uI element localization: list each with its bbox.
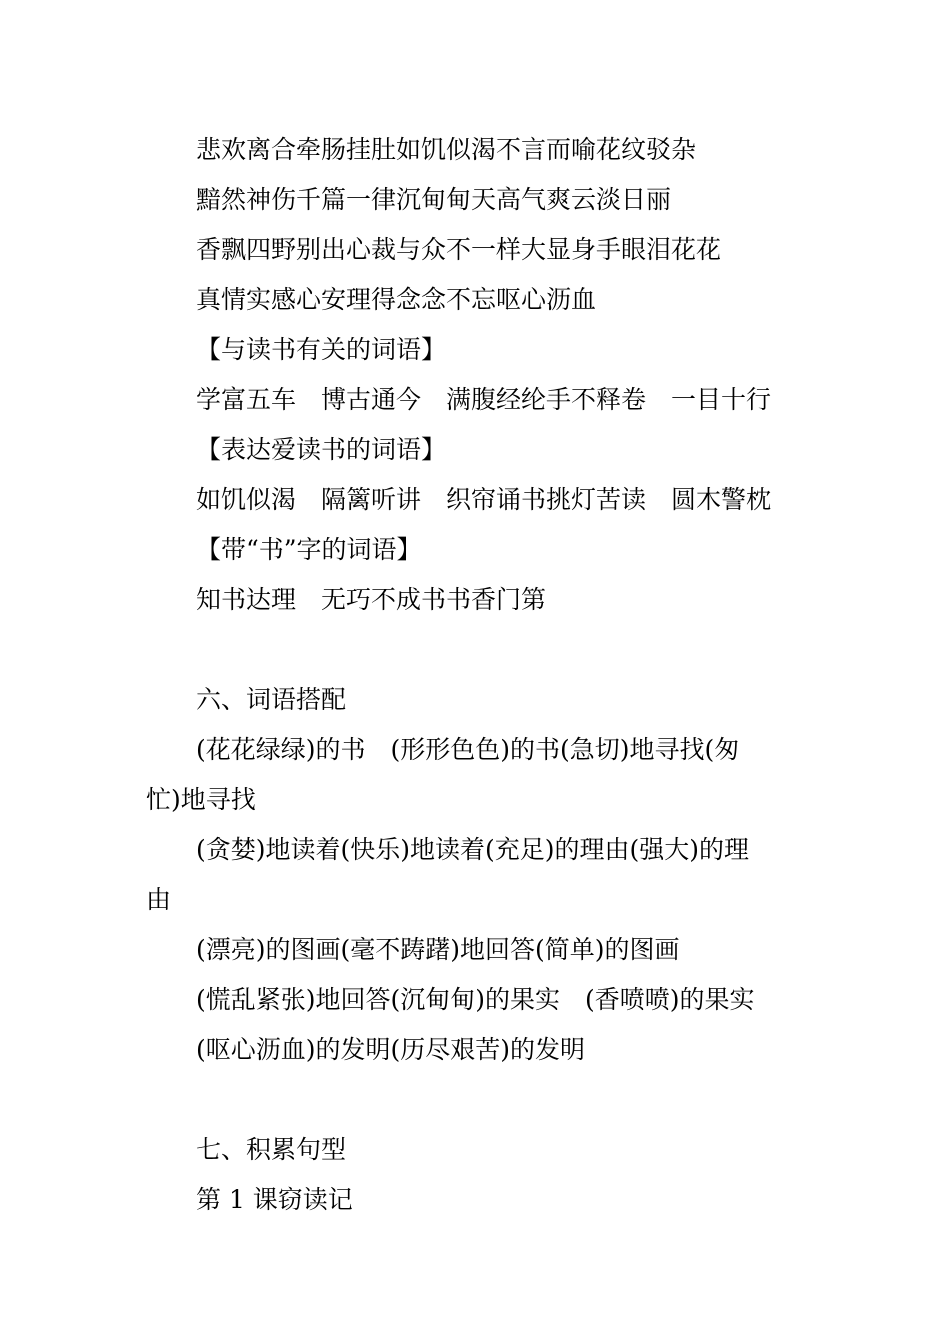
shu-words-list: 知书达理 无巧不成书书香门第 xyxy=(196,585,547,614)
reading-words-list: 学富五车 博古通今 满腹经纶手不释卷 一目十行 xyxy=(196,385,772,414)
love-reading-words-list: 如饥似渴 隔篱听讲 织帘诵书挑灯苦读 圆木警枕 xyxy=(196,485,772,514)
section-7-heading: 七、积累句型 xyxy=(196,1135,347,1164)
collocation-line-1: (花花绿绿)的书 (形形色色)的书(急切)地寻找(匆 xyxy=(196,735,740,764)
reading-words-heading: 【与读书有关的词语】 xyxy=(196,335,447,364)
collocation-line-3: (漂亮)的图画(毫不踌躇)地回答(简单)的图画 xyxy=(196,935,680,964)
idiom-line-3: 香飘四野别出心裁与众不一样大显身手眼泪花花 xyxy=(196,235,722,264)
idiom-line-4: 真情实感心安理得念念不忘呕心沥血 xyxy=(196,285,597,314)
collocation-line-5: (呕心沥血)的发明(历尽艰苦)的发明 xyxy=(196,1035,586,1064)
shu-words-heading: 【带“书”字的词语】 xyxy=(196,535,422,564)
collocation-line-1-cont: 忙)地寻找 xyxy=(146,785,256,814)
collocation-line-2: (贪婪)地读着(快乐)地读着(充足)的理由(强大)的理 xyxy=(196,835,750,864)
collocation-line-2-cont: 由 xyxy=(146,885,172,914)
section-6-heading: 六、词语搭配 xyxy=(196,685,347,714)
love-reading-words-heading: 【表达爱读书的词语】 xyxy=(196,435,447,464)
idiom-line-1: 悲欢离合牵肠挂肚如饥似渴不言而喻花纹驳杂 xyxy=(196,135,697,164)
idiom-line-2: 黯然神伤千篇一律沉甸甸天高气爽云淡日丽 xyxy=(196,185,672,214)
lesson-1-title: 第 1 课窃读记 xyxy=(196,1185,353,1214)
collocation-line-4: (慌乱紧张)地回答(沉甸甸)的果实 (香喷喷)的果实 xyxy=(196,985,755,1014)
